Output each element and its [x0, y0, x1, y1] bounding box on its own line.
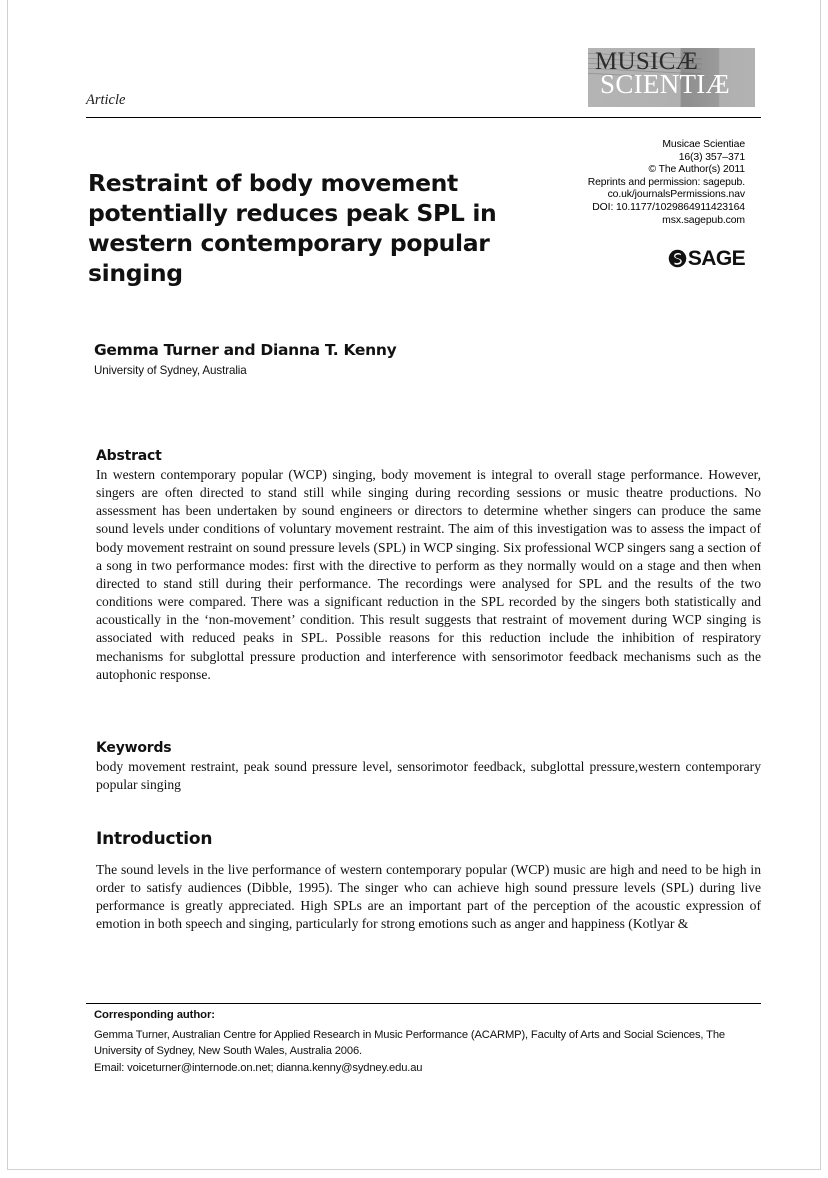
sage-publisher-logo	[668, 249, 745, 268]
corresponding-author-address: Gemma Turner, Australian Centre for Applied Research in Music Performance (ACARMP), Faculty of Arts and Social Sciences, The University of Sydney, New South Wales, Australia 2006.	[94, 1029, 725, 1058]
introduction-text: The sound levels in the live performance of western contemporary popular (WCP) music are high and need to be high in order to satisfy audiences (Dibble, 1995). The singer who can achieve high sound pressure levels (SPL) during live performance is greatly appreciated. High SPLs are an important part of the perception of the acoustic expression of emotion in both speech and singing, particularly for strong emotions such as anger and happiness (Kotlyar &	[96, 862, 761, 932]
article-page	[7, 0, 821, 1170]
page-title: Restraint of body movement potentially reduces peak SPL in western contemporary popular singing	[88, 168, 497, 287]
corresponding-author-details	[94, 1027, 761, 1076]
masthead-doi: DOI: 10.1177/1029864911423164	[592, 201, 745, 213]
introduction-heading: Introduction	[96, 829, 213, 849]
abstract-text: In western contemporary popular (WCP) singing, body movement is integral to overall stage performance. However, singers are often directed to stand still while singing during recording sessions or music theatre productions. No assessment has been undertaken by sound engineers or directors to determine whether singers can produce the same sound levels under conditions of voluntary movement restraint. The aim of this investigation was to assess the impact of body movement restraint on sound pressure levels (SPL) in WCP singing. Six professional WCP singers sang a section of a song in two performance modes: first with the directive to perform as they normally would on a stage and then when directed to stand still during their performance. The recordings were analysed for SPL and the results of the two conditions were compared. There was a significant reduction in the SPL recorded by the singers both statistically and acoustically in the ‘non-movement’ condition. This result suggests that restraint of movement during WCP singing is associated with reduced peaks in SPL. Possible reasons for this reduction include the inhibition of respiratory mechanisms for subglottal pressure production and interference with sensorimotor feedback mechanisms such as the autophonic response.	[96, 467, 761, 682]
footer-divider	[86, 1003, 761, 1004]
masthead-volume-pages: 16(3) 357–371	[678, 151, 745, 163]
keywords-heading: Keywords	[96, 740, 172, 756]
journal-logo	[588, 48, 755, 107]
masthead-reprints-line2: co.uk/journalsPermissions.nav	[607, 189, 745, 201]
masthead-journal-name: Musicae Scientiae	[662, 139, 745, 150]
sage-emblem-icon	[668, 249, 687, 268]
masthead-copyright: © The Author(s) 2011	[648, 164, 745, 176]
corresponding-author-heading: Corresponding author:	[94, 1009, 215, 1021]
sage-wordmark: SAGE	[687, 247, 745, 270]
header-divider	[86, 117, 761, 118]
author-names: Gemma Turner and Dianna T. Kenny	[94, 341, 397, 359]
journal-logo-line1: MUSICÆ	[595, 48, 699, 75]
corresponding-author-email: Email: voiceturner@internode.on.net; dianna.kenny@sydney.edu.au	[94, 1061, 423, 1074]
author-affiliation: University of Sydney, Australia	[94, 364, 247, 377]
masthead-reprints-line1: Reprints and permission: sagepub.	[587, 176, 745, 188]
masthead-website: msx.sagepub.com	[662, 214, 745, 226]
abstract-heading: Abstract	[96, 448, 162, 464]
keywords-text: body movement restraint, peak sound pressure level, sensorimotor feedback, subglottal pressure,western contemporary popular singing	[96, 759, 761, 793]
masthead-metadata	[515, 139, 745, 227]
journal-logo-line2: SCIENTIÆ	[600, 69, 730, 99]
article-type-label: Article	[86, 92, 126, 108]
